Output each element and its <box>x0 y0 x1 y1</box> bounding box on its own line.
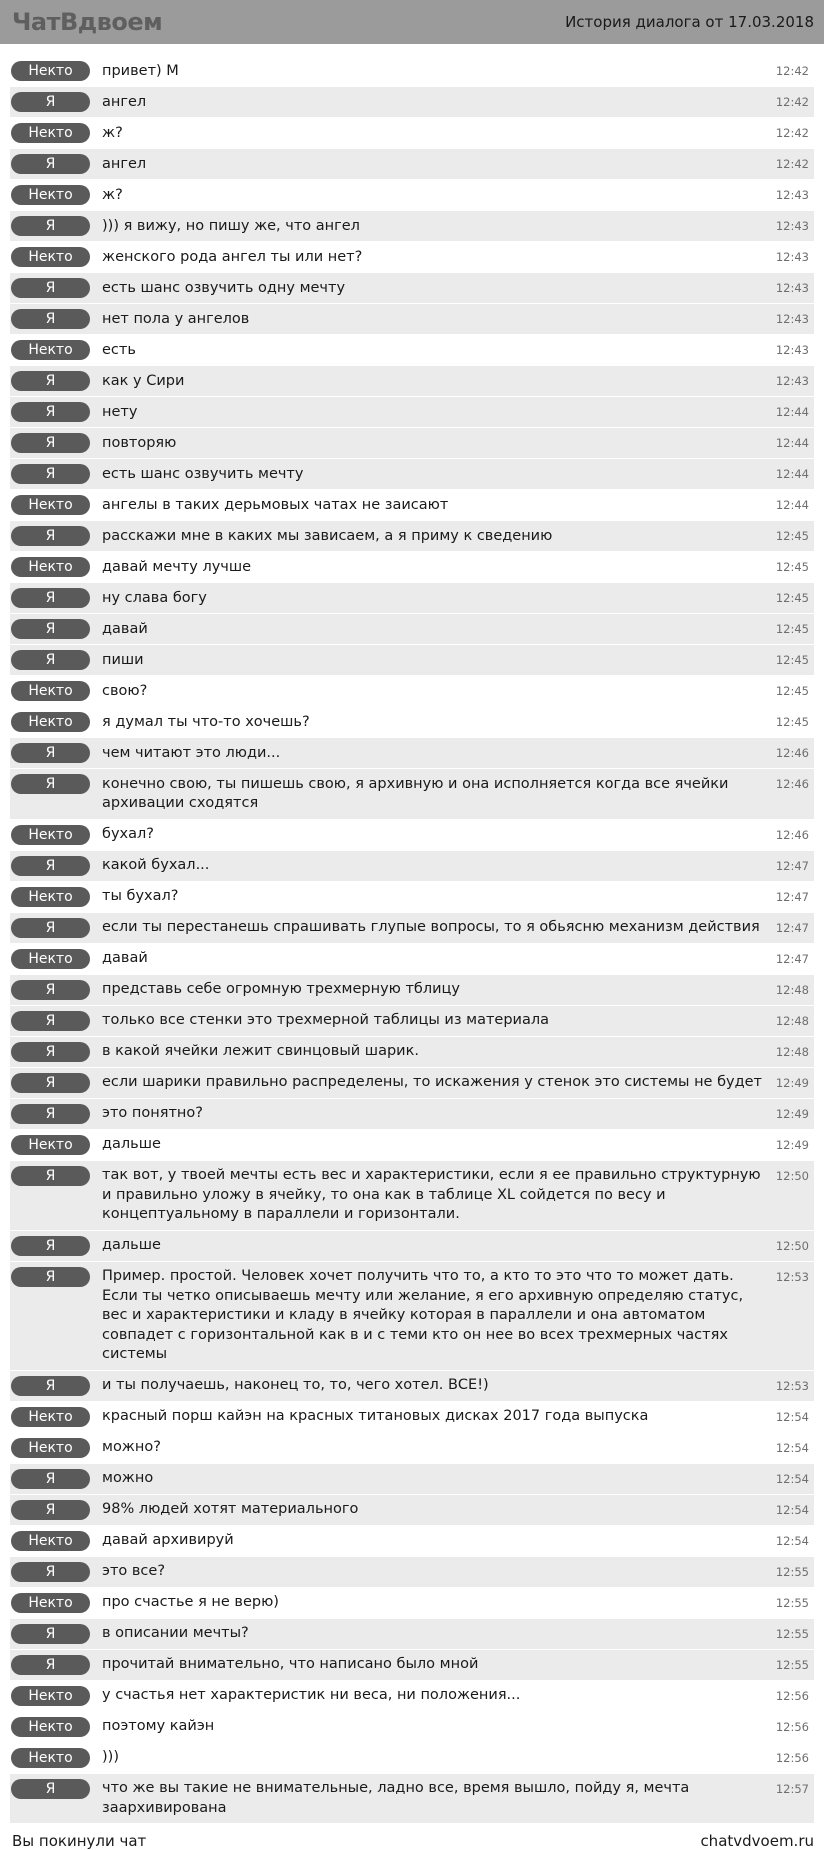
message-text: есть шанс озвучить мечту <box>102 465 304 482</box>
message-row <box>10 211 814 242</box>
message-text: свою? <box>102 682 148 699</box>
message-row <box>10 1371 814 1402</box>
message-text: давай архивируй <box>102 1532 234 1548</box>
message-row <box>10 1712 814 1743</box>
sender-badge: Некто <box>11 1438 90 1458</box>
message-text: я думал ты что-то хочешь? <box>102 713 310 730</box>
message-row <box>10 1588 814 1619</box>
message-row <box>10 1464 814 1495</box>
message-row <box>10 1231 814 1262</box>
message-text: ангел <box>102 155 147 172</box>
message-time: 12:45 <box>775 560 809 574</box>
message-row <box>10 459 814 490</box>
message-text: ангелы в таких дерьмовых чатах не заисают <box>102 496 449 513</box>
message-row <box>10 645 814 676</box>
message-row <box>10 1099 814 1130</box>
message-time: 12:46 <box>775 777 809 791</box>
message-time: 12:42 <box>775 95 809 109</box>
message-time: 12:45 <box>775 715 809 729</box>
message-text: если ты перестанешь спрашивать глупые вопросы, то я обьясню механизм действия <box>102 919 760 935</box>
sender-badge: Некто <box>11 123 90 143</box>
message-time: 12:45 <box>775 591 809 605</box>
message-time: 12:49 <box>775 1137 809 1152</box>
message-time: 12:47 <box>775 951 809 966</box>
sender-badge: Я <box>11 1104 90 1124</box>
sender-badge: Некто <box>11 1686 90 1706</box>
message-row <box>10 676 814 707</box>
message-row <box>10 944 814 975</box>
message-text: конечно свою, ты пишешь свою, я архивную и она исполняется когда все ячейки архивации сходятся <box>102 775 729 811</box>
message-text: это понятно? <box>102 1105 203 1121</box>
message-row <box>10 1681 814 1712</box>
sender-badge: Я <box>11 918 90 938</box>
message-text: красный порш кайэн на красных титановых дисках 2017 года выпуска <box>102 1408 649 1424</box>
sender-badge: Я <box>11 92 90 112</box>
message-row <box>10 87 814 118</box>
message-text: что же вы такие не внимательные, ладно все, время вышло, пойду я, мечта заархивирована <box>102 1780 690 1816</box>
message-time: 12:43 <box>775 374 809 388</box>
message-row <box>10 614 814 645</box>
message-row <box>10 1006 814 1037</box>
message-row <box>10 304 814 335</box>
message-time: 12:43 <box>775 219 809 233</box>
sender-badge: Некто <box>11 949 90 969</box>
message-time: 12:44 <box>775 467 809 481</box>
message-text: и ты получаешь, наконец то, то, чего хотел. ВСЕ!) <box>102 1377 489 1393</box>
message-time: 12:49 <box>775 1106 809 1121</box>
message-text: давай <box>102 950 148 966</box>
sender-badge: Я <box>11 1779 90 1799</box>
sender-badge: Я <box>11 650 90 670</box>
message-text: это все? <box>102 1563 166 1579</box>
sender-badge: Некто <box>11 1531 90 1551</box>
message-time: 12:42 <box>775 64 809 78</box>
message-row <box>10 180 814 211</box>
message-text: так вот, у твоей мечты есть вес и характеристики, если я ее правильно структурную и правильно уложу в ячейку, то она как в таблице XL сойдется по весу и концептуальному в параллели и горизонтали. <box>102 1167 761 1222</box>
message-row <box>10 820 814 851</box>
message-text: ))) <box>102 1749 119 1765</box>
message-time: 12:53 <box>775 1269 809 1284</box>
message-text: чем читают это люди... <box>102 744 281 761</box>
message-row <box>10 397 814 428</box>
message-text: есть шанс озвучить одну мечту <box>102 279 346 296</box>
message-row <box>10 975 814 1006</box>
message-text: женского рода ангел ты или нет? <box>102 248 363 265</box>
message-text: дальше <box>102 1237 161 1253</box>
sender-badge: Я <box>11 743 90 763</box>
message-time: 12:48 <box>775 1044 809 1059</box>
message-time: 12:47 <box>775 920 809 935</box>
left-chat-notice: Вы покинули чат <box>12 1832 147 1850</box>
message-text: давай мечту лучше <box>102 558 252 575</box>
message-row <box>10 1743 814 1774</box>
message-text: как у Сири <box>102 372 185 389</box>
sender-badge: Я <box>11 278 90 298</box>
message-text: какой бухал... <box>102 857 210 873</box>
message-row <box>10 1068 814 1099</box>
message-row <box>10 1557 814 1588</box>
message-time: 12:56 <box>775 1688 809 1703</box>
message-time: 12:55 <box>775 1564 809 1579</box>
message-row <box>10 1037 814 1068</box>
sender-badge: Некто <box>11 1407 90 1427</box>
sender-badge: Я <box>11 1624 90 1644</box>
sender-badge: Я <box>11 309 90 329</box>
message-text: ну слава богу <box>102 589 207 606</box>
sender-badge: Некто <box>11 340 90 360</box>
message-time: 12:43 <box>775 312 809 326</box>
sender-badge: Некто <box>11 1135 90 1155</box>
message-time: 12:42 <box>775 157 809 171</box>
sender-badge: Я <box>11 1042 90 1062</box>
message-row <box>10 335 814 366</box>
message-row <box>10 882 814 913</box>
sender-badge: Я <box>11 371 90 391</box>
message-text: дальше <box>102 1136 161 1152</box>
message-row <box>10 242 814 273</box>
message-row <box>10 769 814 820</box>
message-time: 12:45 <box>775 653 809 667</box>
message-row <box>10 428 814 459</box>
message-row <box>10 1495 814 1526</box>
message-text: только все стенки это трехмерной таблицы из материала <box>102 1012 550 1028</box>
sender-badge: Я <box>11 464 90 484</box>
sender-badge: Я <box>11 1073 90 1093</box>
message-row <box>10 273 814 304</box>
message-text: поэтому кайэн <box>102 1718 215 1734</box>
sender-badge: Некто <box>11 61 90 81</box>
message-text: если шарики правильно распределены, то искажения у стенок это системы не будет <box>102 1074 763 1090</box>
message-text: ))) я вижу, но пишу же, что ангел <box>102 217 360 234</box>
sender-badge: Я <box>11 1500 90 1520</box>
message-time: 12:44 <box>775 436 809 450</box>
message-time: 12:55 <box>775 1595 809 1610</box>
message-row <box>10 583 814 614</box>
message-row <box>10 149 814 180</box>
message-text: Пример. простой. Человек хочет получить что то, а кто то это что то может дать. Если ты четко описываешь мечту или желание, я его архивную определяю статус, вес и характеристики и кладу в ячейку которая в параллели и она автоматом совпадет с горизонтальной как в и с теми кто он нее во всех трехмерных частях системы <box>102 1268 744 1362</box>
message-row <box>10 851 814 882</box>
message-row <box>10 521 814 552</box>
message-text: можно <box>102 1470 154 1486</box>
message-time: 12:54 <box>775 1502 809 1517</box>
sender-badge: Некто <box>11 887 90 907</box>
sender-badge: Я <box>11 774 90 794</box>
sender-badge: Некто <box>11 681 90 701</box>
sender-badge: Я <box>11 619 90 639</box>
message-text: в описании мечты? <box>102 1625 249 1641</box>
sender-badge: Некто <box>11 1748 90 1768</box>
message-text: нет пола у ангелов <box>102 310 250 327</box>
sender-badge: Некто <box>11 247 90 267</box>
sender-badge: Я <box>11 980 90 1000</box>
sender-badge: Я <box>11 526 90 546</box>
message-time: 12:50 <box>775 1168 809 1183</box>
message-row <box>10 1161 814 1231</box>
message-time: 12:43 <box>775 188 809 202</box>
sender-badge: Некто <box>11 495 90 515</box>
chat-history <box>10 56 814 1824</box>
sender-badge: Я <box>11 1166 90 1186</box>
message-row <box>10 738 814 769</box>
message-text: ангел <box>102 93 147 110</box>
message-row <box>10 1130 814 1161</box>
message-row <box>10 552 814 583</box>
sender-badge: Некто <box>11 185 90 205</box>
message-text: пиши <box>102 651 144 668</box>
message-text: привет) М <box>102 62 179 79</box>
message-text: давай <box>102 620 148 637</box>
message-time: 12:45 <box>775 684 809 698</box>
sender-badge: Я <box>11 1655 90 1675</box>
message-text: нету <box>102 403 138 420</box>
message-text: представь себе огромную трехмерную тблицу <box>102 981 461 997</box>
message-text: бухал? <box>102 826 154 842</box>
message-row <box>10 118 814 149</box>
sender-badge: Я <box>11 154 90 174</box>
message-row <box>10 1262 814 1371</box>
message-time: 12:47 <box>775 858 809 873</box>
sender-badge: Некто <box>11 1717 90 1737</box>
sender-badge: Я <box>11 1236 90 1256</box>
message-text: можно? <box>102 1439 161 1455</box>
message-time: 12:54 <box>775 1471 809 1486</box>
message-time: 12:43 <box>775 343 809 357</box>
sender-badge: Некто <box>11 557 90 577</box>
message-text: в какой ячейки лежит свинцовый шарик. <box>102 1043 419 1059</box>
history-title: История диалога от 17.03.2018 <box>565 13 814 31</box>
message-time: 12:55 <box>775 1626 809 1641</box>
sender-badge: Я <box>11 856 90 876</box>
message-row <box>10 1402 814 1433</box>
message-text: прочитай внимательно, что написано было мной <box>102 1656 479 1672</box>
message-time: 12:57 <box>775 1781 809 1796</box>
message-time: 12:44 <box>775 498 809 512</box>
message-time: 12:54 <box>775 1409 809 1424</box>
message-time: 12:44 <box>775 405 809 419</box>
message-time: 12:43 <box>775 250 809 264</box>
message-row <box>10 56 814 87</box>
message-time: 12:54 <box>775 1440 809 1455</box>
header <box>0 0 824 44</box>
sender-badge: Я <box>11 1011 90 1031</box>
site-logo: ЧатВдвоем <box>12 8 163 36</box>
footer <box>12 1832 814 1850</box>
message-text: 98% людей хотят материального <box>102 1501 359 1517</box>
message-text: ж? <box>102 124 123 141</box>
message-row <box>10 490 814 521</box>
sender-badge: Я <box>11 588 90 608</box>
sender-badge: Я <box>11 1376 90 1396</box>
message-time: 12:46 <box>775 746 809 760</box>
message-time: 12:48 <box>775 1013 809 1028</box>
message-row <box>10 366 814 397</box>
message-time: 12:45 <box>775 529 809 543</box>
sender-badge: Я <box>11 216 90 236</box>
message-row <box>10 1619 814 1650</box>
message-text: про счастье я не верю) <box>102 1594 279 1610</box>
message-time: 12:43 <box>775 281 809 295</box>
message-text: ж? <box>102 186 123 203</box>
message-text: у счастья нет характеристик ни веса, ни положения... <box>102 1687 521 1703</box>
message-time: 12:48 <box>775 982 809 997</box>
sender-badge: Я <box>11 1469 90 1489</box>
sender-badge: Я <box>11 402 90 422</box>
message-time: 12:56 <box>775 1719 809 1734</box>
message-time: 12:45 <box>775 622 809 636</box>
message-row <box>10 1650 814 1681</box>
message-time: 12:47 <box>775 889 809 904</box>
message-text: ты бухал? <box>102 888 179 904</box>
message-time: 12:55 <box>775 1657 809 1672</box>
sender-badge: Некто <box>11 712 90 732</box>
message-text: расскажи мне в каких мы зависаем, а я приму к сведению <box>102 527 553 544</box>
message-time: 12:49 <box>775 1075 809 1090</box>
message-text: повторяю <box>102 434 177 451</box>
message-time: 12:42 <box>775 126 809 140</box>
message-row <box>10 1433 814 1464</box>
site-domain: chatvdvoem.ru <box>700 1832 814 1850</box>
message-time: 12:53 <box>775 1378 809 1393</box>
message-row <box>10 1526 814 1557</box>
message-time: 12:46 <box>775 827 809 842</box>
sender-badge: Некто <box>11 825 90 845</box>
message-time: 12:54 <box>775 1533 809 1548</box>
message-row <box>10 913 814 944</box>
message-text: есть <box>102 341 136 358</box>
message-time: 12:50 <box>775 1238 809 1253</box>
sender-badge: Я <box>11 433 90 453</box>
message-time: 12:56 <box>775 1750 809 1765</box>
message-row <box>10 1774 814 1825</box>
sender-badge: Некто <box>11 1593 90 1613</box>
message-row <box>10 707 814 738</box>
sender-badge: Я <box>11 1267 90 1287</box>
sender-badge: Я <box>11 1562 90 1582</box>
